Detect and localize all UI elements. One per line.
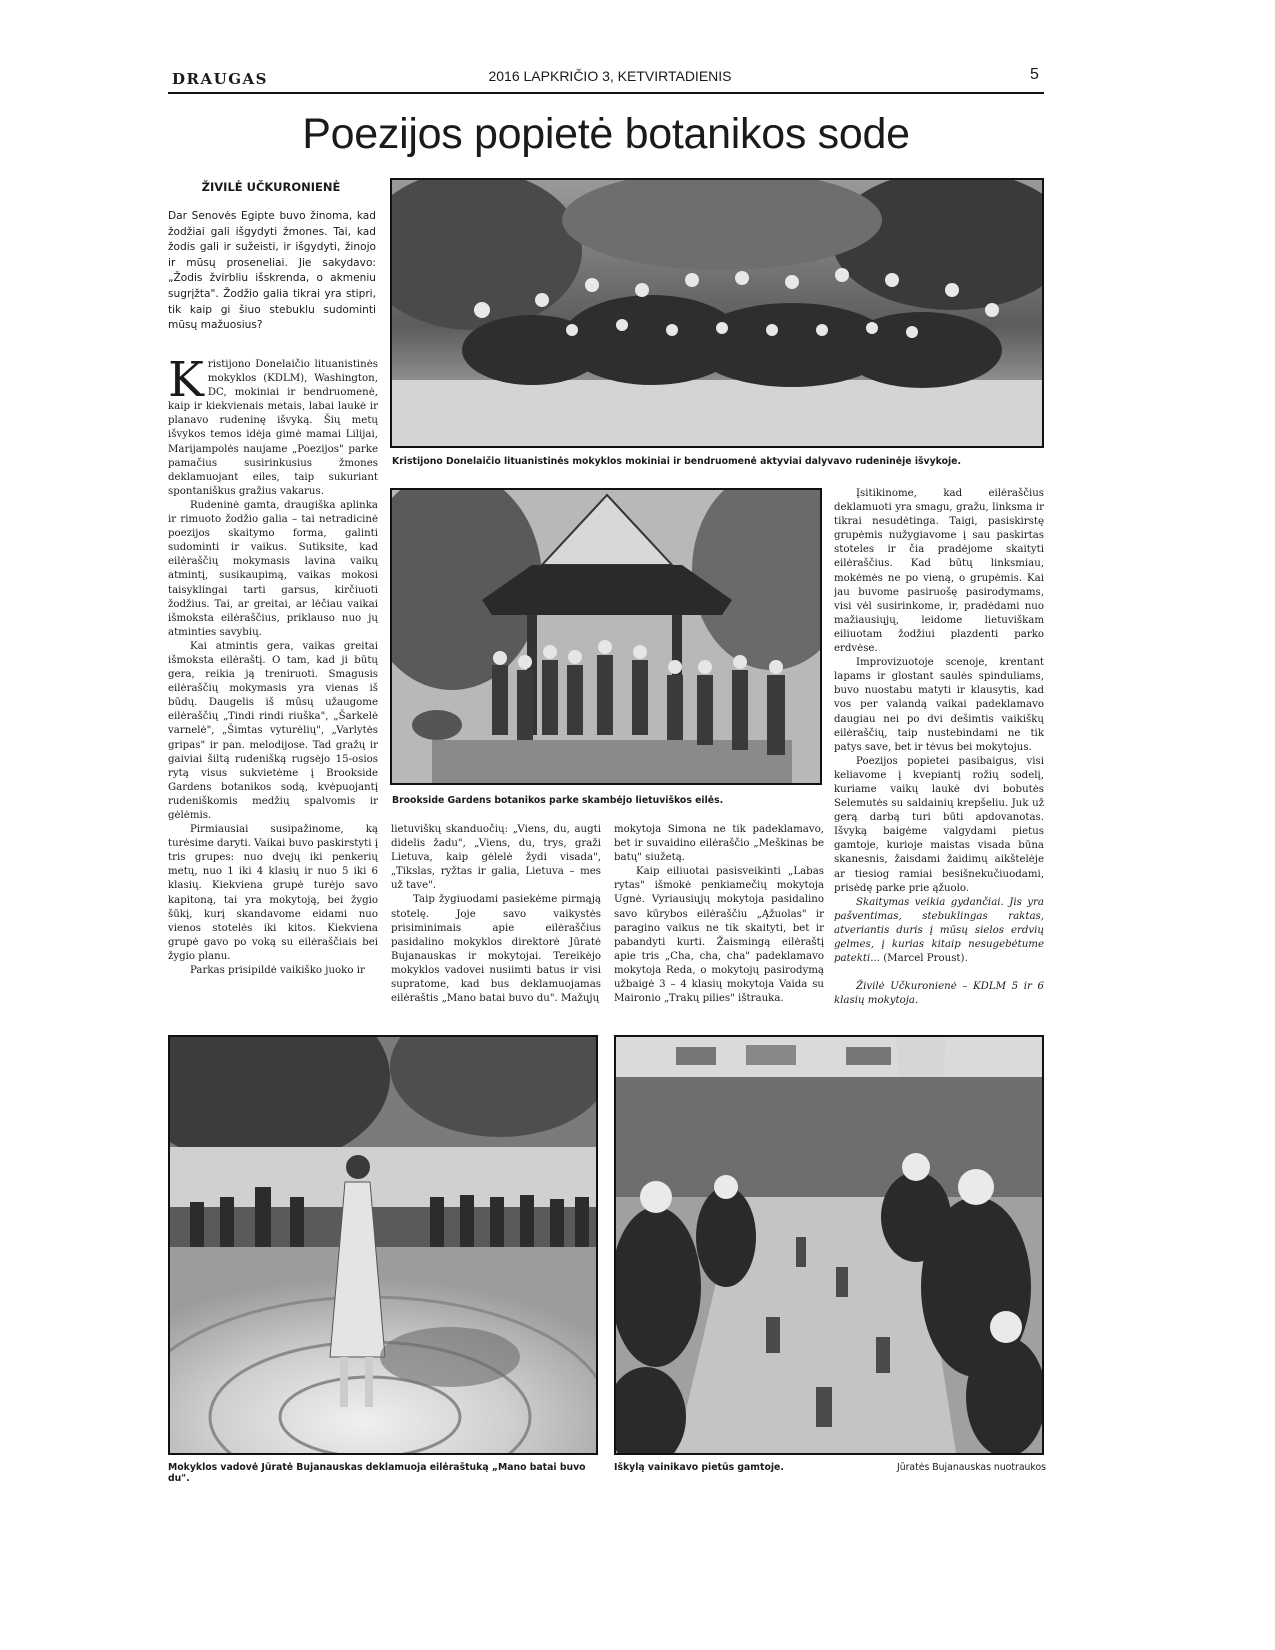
article-byline: ŽIVILĖ UČKURONIENĖ [201,180,341,194]
paragraph: Rudeninė gamta, draugiška aplinka ir rimuoto žodžio galia – tai netradicinė poezijos skaitymo forma, galinti sudominti ir vaikus. Sutiksite, kad eilėraščių mokymasis lavina vaikų atmintį, susikaupimą, vaikas mokosi taisyklingai tarti garsus, kirčiuoti žodžius. Tai, ar greitai, ar lėčiau vaikai išmoksta eilėraščius, priklauso nuo jų atminties savybių. [168,499,378,638]
paragraph: Kaip eiliuotai pasisveikinti „Labas rytas" išmokė penkiamečių mokytoja Ugnė. Vyriausiųjų mokytoja pasidalino savo kūrybos eilėraščiu „Ąžuolas" ir paragino vaikus ne tik skaityti, bet ir pabandyti kurti. Žaismingą eilėraštį apie tris „Cha, cha, cha" padeklamavo mokytoja Reda, o mokytojų pasirodymą užbaigė 3 – 4 klasių mokytoja Vaida su Maironio „Trakų pilies" ištrauka. [614,866,824,1005]
paragraph: Parkas prisipildė vaikiško juoko ir [190,965,365,977]
quote-attribution: (Marcel Proust). [879,953,968,965]
group-photo [390,178,1044,448]
picnic-photo [614,1035,1044,1455]
drop-cap: K [168,358,204,408]
paragraph: Taip žygiuodami pasiekėme pirmąją stotelę. Joje savo vaikystės prisiminimais apie eilėraščius pasidalino mokyklos direktorė Jūratė Bujanauskas ir mokytojai. Tereikėjo mokyklos vadovei nusiimti batus ir visi supratome, kad bus deklamuojamas eilėraštis „Mano batai buvo du". Mažųjų [391,894,601,1005]
paragraph: lietuviškų skanduočių: „Viens, du, augti didelis žadu", „Viens, du, trys, graži Lietuva, kaip gėlelė žydi visada", „Tikslas, ryžtas ir galia, Lietuva – mes už tave". [391,824,601,892]
issue-date: 2016 LAPKRIČIO 3, KETVIRTADIENIS [488,68,732,84]
gazebo-photo [390,488,822,785]
article-column-3 [614,823,824,1023]
paragraph: mokytoja Simona ne tik padeklamavo, bet ir suvaidino eilėraščio „Meškinas be batų" siužetą. [614,824,824,864]
paragraph: Improvizuotoje scenoje, krentant lapams ir glostant saulės spinduliams, buvo nuostabu matyti ir klausytis, kad vos per valandą vaikai padeklamavo daugiau nei po dvi dešimtis vaikiškų eilėraščių, taip nustebindami ne tik patys save, bet ir tėvus bei mokytojus. [834,657,1044,753]
photo-credit: Jūratės Bujanauskas nuotraukos [896,1462,1046,1473]
article-column-4 [834,487,1044,1023]
masthead-rule [168,92,1044,94]
quote-text: Skaitymas veikia gydančiai. Jis yra pašventimas, stebuklingas raktas, atveriantis duris į mūsų sielos erdvių gelmes, į kurias kitaip nesugebėtume patekti... [834,896,1044,965]
photo-caption: Mokyklos vadovė Jūratė Bujanauskas deklamuoja eilėraštuką „Mano batai buvo du". [168,1462,586,1484]
photo-caption: Brookside Gardens botanikos parke skambėjo lietuviškos eilės. [392,795,724,806]
photo-caption: Iškylą vainikavo pietūs gamtoje. [614,1462,784,1473]
paragraph: Kai atmintis gera, vaikas greitai išmoksta eilėraštį. O tam, kad ji būtų gera, reikia ją treniruoti. Smagusis eilėraščių mokymasis yra vienas iš būdų. Daugelis iš mūsų užaugome eilėraščių „Tindi rindi riuška", „Šarkelė varnelė", „Šimtas vyturėlių", „Varlytės gripas" ir pan. melodijose. Tad gražų ir gaiviai šiltą rudenišką rugsėjo 15-osios rytą visus sukvietėme į Brookside Gardens botanikos sodą, kvėpuojantį rudeniškomis medžių spalvomis ir gėlėmis. [168,640,378,821]
author-signature: Živilė Učkuronienė – KDLM 5 ir 6 klasių mokytoja. [834,981,1044,1007]
paragraph: Įsitikinome, kad eilėraščius deklamuoti yra smagu, gražu, linksma ir tikrai nesudėtinga. Taigi, pasiskirstę grupėmis nužygiavome į sau paskirtas stoteles ir čia pradėjome skaityti eilėraščius. Kad būtų linksmiau, mokėmės ne po vieną, o grupėmis. Kai jau buvome pasiruošę pasirodymams, visi vėl susirinkome, ir, pradėdami nuo mažiausiųjų, leidome lietuviškam eiliuotam žodžiui plazdenti parko erdvėse. [834,488,1044,655]
article-column-2 [391,823,601,1023]
paragraph: Poezijos popietei pasibaigus, visi keliavome į kvepiantį rožių sodelį, kuriame vaikų laukė dvi bobutės Selemutės su saldainių krepšeliu. Juk už gerą darbą turi būti apdovanotas. Išvyką baigėme valgydami pietus gamtoje, kurioje maistas visada būna skanesnis, žaisdami žaidimų aikštelėje ar tiesiog ramiai besišnekučiuodami, prisėdę parke prie ąžuolo. [834,755,1044,894]
quote-paragraph [834,896,1044,966]
article-lede: Dar Senovės Egipte buvo žinoma, kad žodžiai gali išgydyti žmones. Tai, kad žodis gali ir sužeisti, ir išgydyti, žinojo ir mūsų proseneliai. Jie sakydavo: „Žodis žvirbliu išskrenda, o akmeniu sugrįžta". Žodžio galia tikrai yra stipri, tik kaip gi šiuo stebuklu sudominti mūsų mažuosius? [168,210,376,332]
newspaper-masthead: DRAUGAS [172,70,268,88]
paragraph: Kristijono Donelaičio lituanistinės mokyklos (KDLM), Washington, DC, mokiniai ir bendruomenė, kaip ir kiekvienais metais, labai laukė ir planavo rudeninę išvyką. Šių metų išvykos temos idėja gimė mamai Lilijai, Marijampolės naujame „Poezijos" parke pamačius susirinkusius žmones deklamuojant eiles, taip sukuriant spontaniškus gražius vakarus. [168,358,378,497]
page-number: 5 [1030,66,1039,83]
article-headline: Poezijos popietė botanikos sode [302,110,910,158]
article-column-1 [168,358,378,1023]
paragraph: Pirmiausiai susipažinome, ką turėsime daryti. Vaikai buvo paskirstyti į tris grupes: nuo dvejų iki penkerių metų, nuo 1 iki 4 klasių ir nuo 5 iki 6 klasių. Kiekviena grupė turėjo savo kapitoną, tai yra mokytoją, bei žygio šūkį, kurį skandavome eidami nuo vienos stotelės iki kitos. Kiekviena grupė gavo po voką su eilėraščiais bei žygio planu. [168,824,378,962]
photo-caption: Kristijono Donelaičio lituanistinės mokyklos mokiniai ir bendruomenė aktyviai dalyvavo rudeninėje išvykoje. [392,456,962,467]
recital-photo [168,1035,598,1455]
